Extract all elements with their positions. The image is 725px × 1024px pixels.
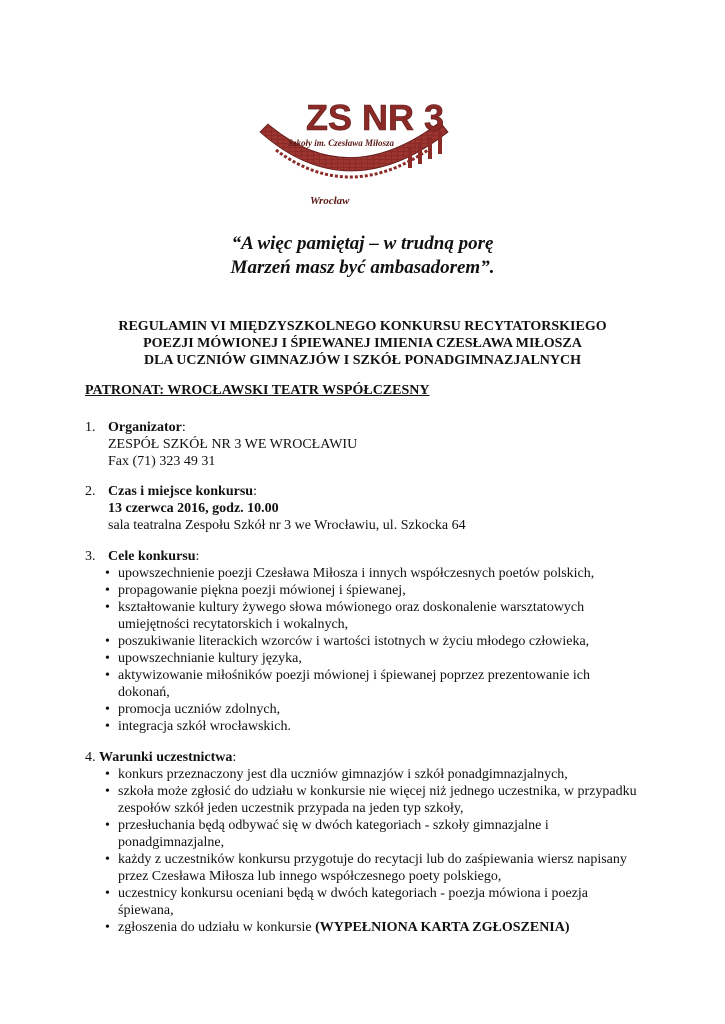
registration-card-note: (WYPEŁNIONA KARTA ZGŁOSZENIA) bbox=[315, 920, 570, 935]
section-heading: Warunki uczestnictwa bbox=[99, 750, 233, 765]
section-heading: Cele konkursu bbox=[108, 549, 196, 564]
motto-line-1: “A więc pamiętaj – w trudną porę bbox=[231, 233, 494, 254]
list-item: • konkurs przeznaczony jest dla uczniów gimnazjów i szkół ponadgimnazjalnych, bbox=[85, 766, 645, 783]
logo-sub-text: Szkoły im. Czesława Miłosza bbox=[288, 138, 395, 148]
list-item: • upowszechnianie kultury języka, bbox=[85, 650, 645, 667]
logo-city-text: Wrocław bbox=[310, 195, 350, 207]
organizer-fax: Fax (71) 323 49 31 bbox=[108, 454, 216, 469]
school-logo bbox=[248, 92, 458, 212]
list-item: • każdy z uczestników konkursu przygotuje do recytacji lub do zaśpiewania wiersz napisany przez Czesława Miłosza lub innego współczesnego poety polskiego, bbox=[85, 851, 645, 885]
section-number: 2. bbox=[85, 484, 96, 499]
title-line-2: POEZJI MÓWIONEJ I ŚPIEWANEJ IMIENIA CZESŁAWA MIŁOSZA bbox=[143, 336, 582, 351]
organizer-name: ZESPÓŁ SZKÓŁ NR 3 WE WROCŁAWIU bbox=[108, 437, 358, 452]
conditions-list bbox=[85, 766, 645, 936]
goals-list bbox=[85, 565, 645, 735]
list-item: • kształtowanie kultury żywego słowa mówionego oraz doskonalenie warsztatowych umiejętności recytatorskich i wokalnych, bbox=[85, 599, 645, 633]
section-number: 3. bbox=[85, 549, 96, 564]
section-goals: 3. Cele konkursu: • upowszechnienie poezji Czesława Miłosza i innych współczesnych poetów polskich, • propagowanie piękna poezji mówionej i śpiewanej, • kształtowanie kultury żywego słowa mówionego oraz doskonalenie warsztatowych umiejętności recytatorskich i wokalnych, • poszukiwanie literackich wzorców i wartości istotnych w życiu młodego człowieka, • upowszechnianie kultury języka, • aktywizowanie miłośników poezji mówionej i śpiewanej poprzez prezentowanie ich dokonań, • promocja uczniów zdolnych, • integracja szkół wrocławskich. bbox=[85, 548, 645, 735]
list-item: • integracja szkół wrocławskich. bbox=[85, 718, 645, 735]
list-item: • szkoła może zgłosić do udziału w konkursie nie więcej niż jednego uczestnika, w przypadku zespołów szkół jeden uczestnik przypada na jeden typ szkoły, bbox=[85, 783, 645, 817]
list-item: • uczestnicy konkursu oceniani będą w dwóch kategoriach - poezja mówiona i poezja śpiewana, bbox=[85, 885, 645, 919]
list-item: • propagowanie piękna poezji mówionej i śpiewanej, bbox=[85, 582, 645, 599]
title-line-1: REGULAMIN VI MIĘDZYSZKOLNEGO KONKURSU RECYTATORSKIEGO bbox=[118, 319, 607, 334]
list-item bbox=[85, 919, 645, 936]
logo-main-text: ZS NR 3 bbox=[306, 97, 445, 138]
section-number: 4. bbox=[85, 750, 96, 765]
list-item: • promocja uczniów zdolnych, bbox=[85, 701, 645, 718]
section-conditions: 4. Warunki uczestnictwa: • konkurs przeznaczony jest dla uczniów gimnazjów i szkół ponadgimnazjalnych, • szkoła może zgłosić do udziału w konkursie nie więcej niż jednego uczestnika, w przypadku zespołów szkół jeden uczestnik przypada na jeden typ szkoły, • przesłuchania będą odbywać się w dwóch kategoriach - szkoły gimnazjalne i ponadgimnazjalne, • każdy z uczestników konkursu przygotuje do recytacji lub do zaśpiewania wiersz napisany przez Czesława Miłosza lub innego współczesnego poety polskiego, • uczestnicy konkursu oceniani będą w dwóch kategoriach - poezja mówiona i poezja śpiewana, • zgłoszenia do udziału w konkursie (WYPEŁNIONA KARTA ZGŁOSZENIA) bbox=[85, 749, 645, 936]
patronat-heading: PATRONAT: WROCŁAWSKI TEATR WSPÓŁCZESNY bbox=[85, 383, 430, 398]
list-item: • upowszechnienie poezji Czesława Miłosza i innych współczesnych poetów polskich, bbox=[85, 565, 645, 582]
section-organizer: 1. Organizator: ZESPÓŁ SZKÓŁ NR 3 WE WROCŁAWIU Fax (71) 323 49 31 bbox=[85, 420, 358, 469]
title-line-3: DLA UCZNIÓW GIMNAZJÓW I SZKÓŁ PONADGIMNAZJALNYCH bbox=[143, 353, 582, 368]
section-heading: Organizator bbox=[108, 420, 182, 435]
section-time-place: 2. Czas i miejsce konkursu: 13 czerwca 2016, godz. 10.00 sala teatralna Zespołu Szkół nr 3 we Wrocławiu, ul. Szkocka 64 bbox=[85, 484, 466, 533]
contest-date: 13 czerwca 2016, godz. 10.00 bbox=[108, 501, 279, 516]
list-item-text: zgłoszenia do udziału w konkursie bbox=[118, 920, 316, 935]
list-item: • aktywizowanie miłośników poezji mówionej i śpiewanej poprzez prezentowanie ich dokonań, bbox=[85, 667, 645, 701]
list-item: • przesłuchania będą odbywać się w dwóch kategoriach - szkoły gimnazjalne i ponadgimnazjalne, bbox=[85, 817, 645, 851]
contest-place: sala teatralna Zespołu Szkół nr 3 we Wrocławiu, ul. Szkocka 64 bbox=[108, 518, 466, 533]
section-number: 1. bbox=[85, 420, 96, 435]
section-heading: Czas i miejsce konkursu bbox=[108, 484, 254, 499]
list-item: • poszukiwanie literackich wzorców i wartości istotnych w życiu młodego człowieka, bbox=[85, 633, 645, 650]
motto-line-2: Marzeń masz być ambasadorem”. bbox=[230, 257, 495, 278]
